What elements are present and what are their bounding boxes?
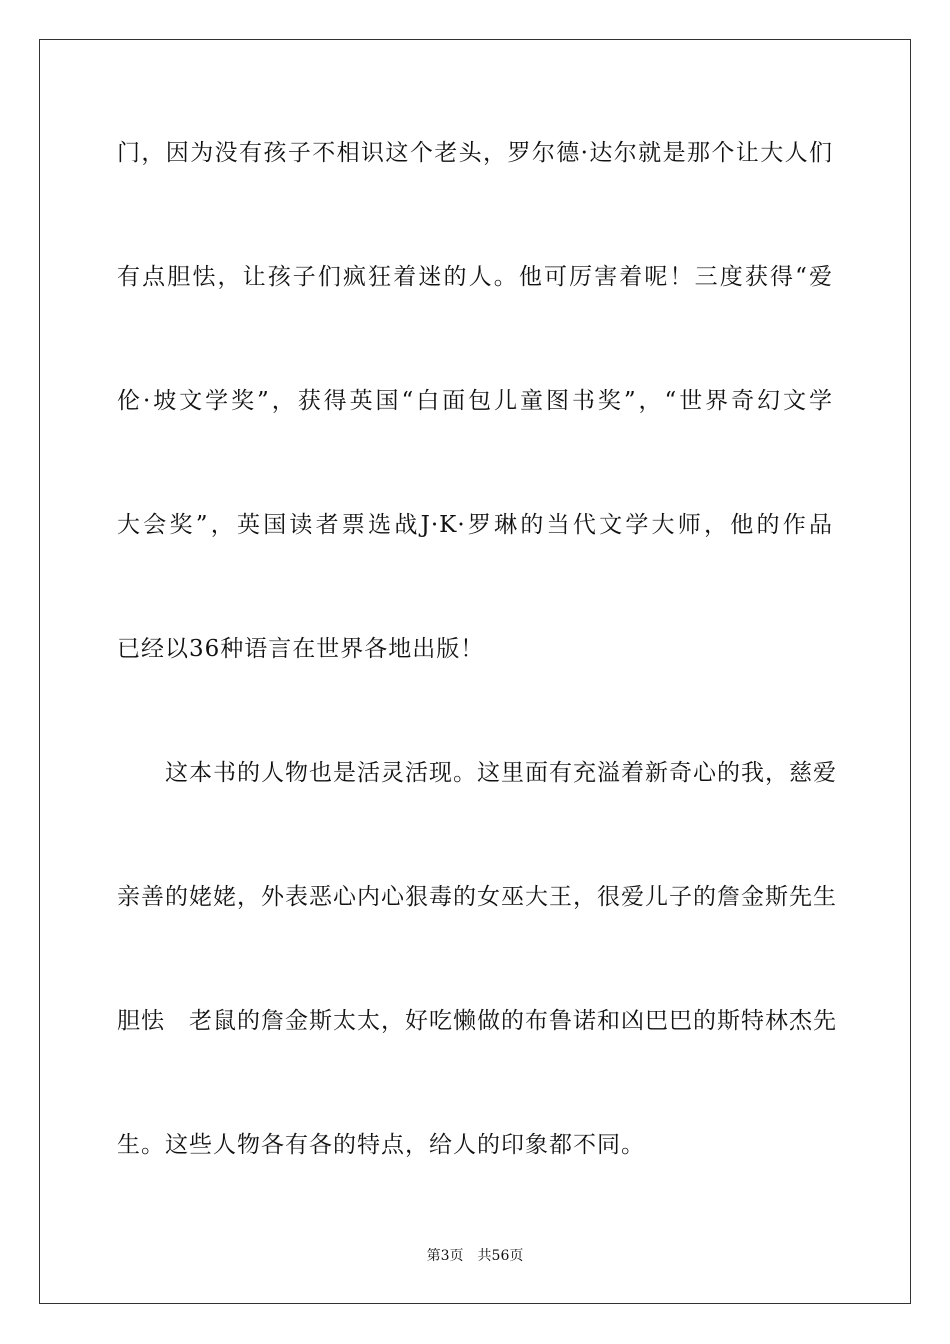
page-border: [39, 39, 911, 1304]
text-line: 生。这些人物各有各的特点，给人的印象都不同。: [117, 1132, 645, 1158]
text-line: 胆怯 老鼠的詹金斯太太，好吃懒做的布鲁诺和凶巴巴的斯特林杰先: [117, 1008, 837, 1034]
text-line: 大会奖”，英国读者票选战J·K·罗琳的当代文学大师，他的作品: [117, 512, 833, 538]
page-number-footer: 第3页 共56页: [426, 1248, 524, 1264]
text-line: 门，因为没有孩子不相识这个老头，罗尔德·达尔就是那个让大人们: [117, 140, 833, 166]
text-line: 已经以36种语言在世界各地出版！: [117, 636, 485, 662]
text-line: 这本书的人物也是活灵活现。这里面有充溢着新奇心的我，慈爱: [117, 760, 837, 786]
text-line: 有点胆怯，让孩子们疯狂着迷的人。他可厉害着呢！三度获得“爱: [117, 264, 833, 290]
text-line: 亲善的姥姥，外表恶心内心狠毒的女巫大王，很爱儿子的詹金斯先生: [117, 884, 837, 910]
text-line: 伦·坡文学奖”，获得英国“白面包儿童图书奖”，“世界奇幻文学: [117, 388, 833, 414]
